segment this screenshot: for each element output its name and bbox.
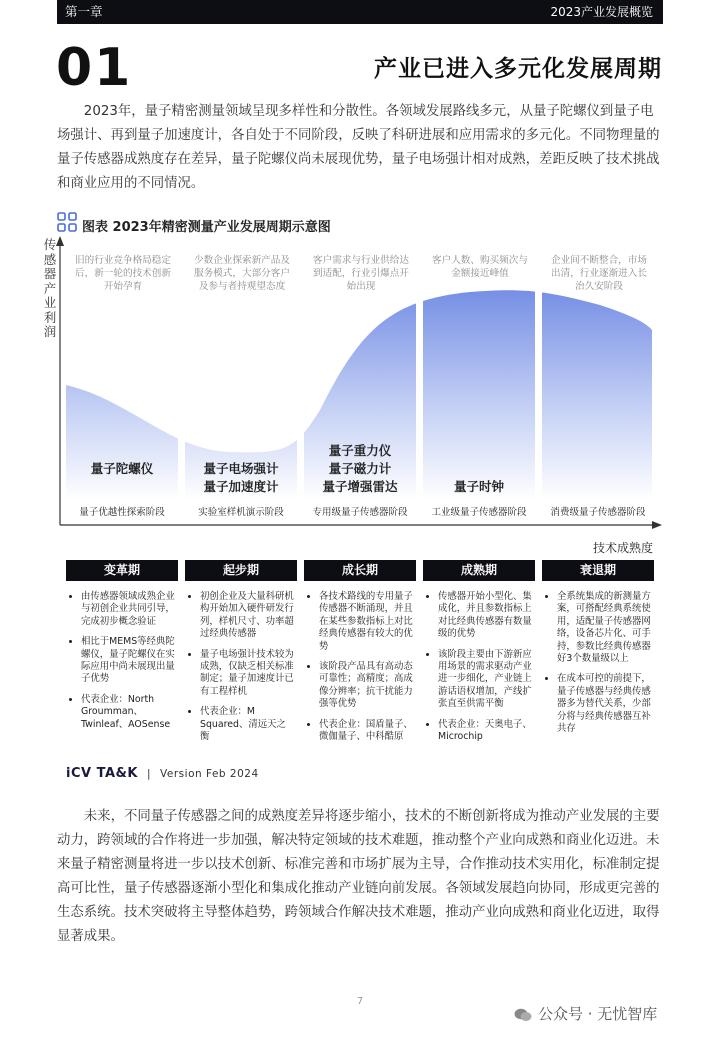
sensor-label: 量子磁力计: [328, 461, 392, 476]
stage-label: 实验室样机演示阶段: [198, 507, 284, 518]
conclusion-paragraph: 未来，不同量子传感器之间的成熟度差异将逐步缩小，技术的不断创新将成为推动产业发展的主要动力，跨领域的合作将进一步加强，解决特定领域的技术难题，推动整个产业向成熟和商业化迈进。未来量子精密测量将进一步以技术创新、标准完善和市场扩展为主导，合作推动技术实用化，标准制定提高可比性，量子传感器逐渐小型化和集成化推动产业链向前发展。各领域发展趋向协同，形成更完善的生态系统。技术突破将主导整体趋势，跨领域合作解决技术难题，推动产业向成熟和商业化迈进，取得显著成果。: [57, 809, 660, 944]
sensor-label: 量子增强雷达: [322, 479, 398, 494]
watermark: [514, 1003, 657, 1024]
phase-description: 旧的行业竞争格局稳定后，新一轮的技术创新开始孕育: [75, 255, 171, 292]
phase-description: 客户需求与行业供给达到适配，行业引爆点开始出现: [313, 255, 409, 292]
stage-label: 工业级量子传感器阶段: [431, 507, 527, 518]
brand-separator: |: [146, 768, 151, 780]
bullet-item: • 代表企业：M Squared、清远天之衡: [200, 706, 295, 743]
bullet-item: • 量子电场强计技术较为成熟，仅缺乏相关标准制定；量子加速度计已有工程样机: [200, 649, 295, 699]
phase-description: 少数企业探索新产品及服务模式，大部分客户及参与者持观望态度: [194, 255, 290, 292]
phase-bullets: [68, 591, 176, 739]
phase-description: 企业间不断整合，市场出清，行业逐渐进入长治久安阶段: [551, 255, 647, 292]
phase-header: 成长期: [304, 560, 416, 581]
page-number: 7: [356, 996, 364, 1007]
brand-logo: iCV TA&K: [66, 766, 138, 781]
phase-description: 客户人数、购买频次与金额接近峰值: [432, 255, 528, 279]
bullet-item: • 相比于MEMS等经典陀螺仪，量子陀螺仪在实际应用中尚未展现出量子优势: [81, 636, 176, 686]
bullet-item: • 全系统集成的新测量方案，可搭配经典系统使用，适配量子传感器网络，设备芯片化、可手持，参数比经典传感器好3个数量级以上: [557, 591, 652, 665]
phase-bullets: [544, 591, 652, 743]
stage-label: 专用级量子传感器阶段: [312, 507, 408, 518]
sensor-label: 量子时钟: [453, 479, 504, 494]
phase-header: 成熟期: [423, 560, 535, 581]
x-axis-arrow: [652, 521, 662, 529]
sensor-label: 量子陀螺仪: [90, 461, 154, 476]
phase-header: 起步期: [185, 560, 297, 581]
phase-bullets: [425, 591, 533, 751]
stage-label: 消费级量子传感器阶段: [550, 507, 646, 518]
phase-header: 变革期: [66, 560, 178, 581]
phase-bullets: [306, 591, 414, 751]
wechat-icon: [514, 1008, 532, 1022]
section-title: 产业已进入多元化发展周期: [374, 56, 662, 82]
sensor-label: 量子电场强计: [203, 461, 279, 476]
y-axis-label: 传感器产业利润: [43, 237, 57, 339]
report-title: 2023产业发展概览: [550, 5, 653, 19]
sensor-label: 量子重力仪: [328, 443, 392, 458]
bullet-item: • 初创企业及大量科研机构开始加入硬件研发行列，样机尺寸、功率超过经典传感器: [200, 591, 295, 641]
phase-header: 衰退期: [542, 560, 654, 581]
y-axis-arrow: [56, 236, 64, 246]
watermark-text: 公众号 · 无忧智库: [538, 1005, 658, 1023]
stage-label: 量子优越性探索阶段: [79, 507, 165, 518]
bullet-item: • 该阶段产品具有高动态可靠性；高精度；高成像分辨率；抗干扰能力强等优势: [319, 661, 414, 711]
intro-paragraph: 2023年，量子精密测量领域呈现多样性和分散性。各领域发展路线多元，从量子陀螺仪到量子电场强计、再到量子加速度计，各自处于不同阶段，反映了科研进展和应用需求的多元化。不同物理量的量子传感器成熟度存在差异，量子陀螺仪尚未展现优势，量子电场强计相对成熟，差距反映了技术挑战和商业应用的不同情况。: [57, 104, 660, 191]
figure-title: 图表 2023年精密测量产业发展周期示意图: [82, 220, 331, 235]
x-axis-label: 技术成熟度: [593, 541, 654, 555]
section-number: 01: [56, 38, 133, 98]
bullet-item: • 由传感器领域成熟企业与初创企业共同引导，完成初步概念验证: [81, 591, 176, 628]
chapter-label: 第一章: [65, 4, 103, 19]
sensor-label: 量子加速度计: [203, 479, 279, 494]
bullet-item: • 各技术路线的专用量子传感器不断涌现，并且在某些参数指标上对比经典传感器有较大的优势: [319, 591, 414, 653]
bullet-item: • 传感器开始小型化、集成化，并且参数指标上对比经典传感器有数量级的优势: [438, 591, 533, 641]
bullet-item: • 代表企业：天奥电子、Microchip: [438, 719, 533, 744]
brand-version: Version Feb 2024: [160, 768, 259, 780]
bullet-item: • 在成本可控的前提下，量子传感器与经典传感器多为替代关系，少部分将与经典传感器互补共存: [557, 673, 652, 735]
phase-bullets: [187, 591, 295, 751]
source-brand: [66, 766, 259, 781]
bullet-item: • 该阶段主要由下游新应用场景的需求驱动产业进一步细化，产业链上游话语权增加，产线扩张直至供需平衡: [438, 649, 533, 711]
bullet-item: • 代表企业：North Groumman、Twinleaf、AOSense: [81, 694, 176, 731]
bullet-item: • 代表企业：国盾量子、微伽量子、中科酷原: [319, 719, 414, 744]
